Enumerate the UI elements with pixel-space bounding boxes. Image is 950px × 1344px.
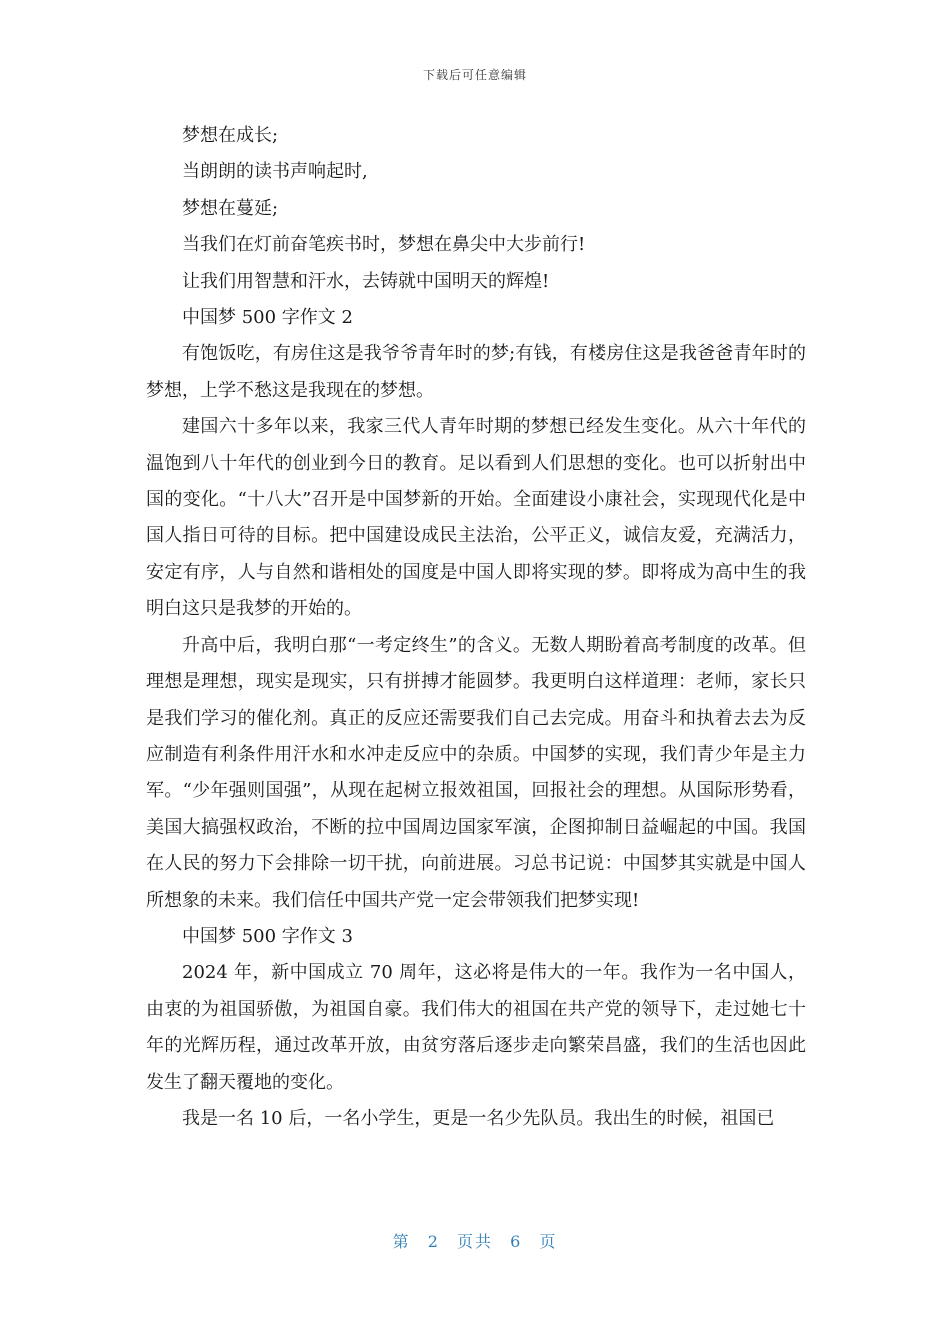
paragraph: 梦想在蔓延; bbox=[182, 197, 279, 219]
paragraph: 我是一名 10 后，一名小学生，更是一名少先队员。我出生的时候，祖国已 bbox=[182, 1107, 775, 1129]
paragraph: 有饱饭吃，有房住这是我爷爷青年时的梦;有钱，有楼房住这是我爸爸青年时的梦想，上学不愁这是我现在的梦想。 bbox=[146, 343, 806, 401]
document-body bbox=[146, 118, 806, 1137]
section-heading: 中国梦 500 字作文 2 bbox=[182, 307, 353, 329]
paragraph: 当朗朗的读书声响起时, bbox=[182, 161, 368, 183]
paragraph: 2024 年，新中国成立 70 周年，这必将是伟大的一年。我作为一名中国人，由衷的为祖国骄傲，为祖国自豪。我们伟大的祖国在共产党的领导下，走过她七十年的光辉历程，通过改革开放，由贫穷落后逐步走向繁荣昌盛，我们的生活也因此发生了翻天覆地的变化。 bbox=[146, 962, 806, 1093]
paragraph: 当我们在灯前奋笔疾书时，梦想在鼻尖中大步前行! bbox=[182, 234, 586, 256]
paragraph: 让我们用智慧和汗水，去铸就中国明天的辉煌! bbox=[182, 270, 550, 292]
paragraph: 建国六十多年以来，我家三代人青年时期的梦想已经发生变化。从六十年代的温饱到八十年代的创业到今日的教育。足以看到人们思想的变化。也可以折射出中国的变化。“十八大”召开是中国梦新的开始。全面建设小康社会，实现现代化是中国人指日可待的目标。把中国建设成民主法治，公平正义，诚信友爱，充满活力，安定有序，人与自然和谐相处的国度是中国人即将实现的梦。即将成为高中生的我明白这只是我梦的开始的。 bbox=[146, 416, 806, 620]
paragraph: 梦想在成长; bbox=[182, 125, 279, 146]
page-number-footer: 第 2 页共 6 页 bbox=[392, 1232, 558, 1251]
section-heading: 中国梦 500 字作文 3 bbox=[182, 925, 353, 947]
paragraph: 升高中后，我明白那“一考定终生”的含义。无数人期盼着高考制度的改革。但理想是理想，现实是现实，只有拼搏才能圆梦。我更明白这样道理：老师，家长只是我们学习的催化剂。真正的反应还需要我们自己去完成。用奋斗和执着去去为反应制造有利条件用汗水和水冲走反应中的杂质。中国梦的实现，我们青少年是主力军。“少年强则国强”，从现在起树立报效祖国，回报社会的理想。从国际形势看，美国大搞强权政治，不断的拉中国周边国家军演，企图抑制日益崛起的中国。我国在人民的努力下会排除一切干扰，向前进展。习总书记说：中国梦其实就是中国人所想象的未来。我们信任中国共产党一定会带领我们把梦实现! bbox=[146, 634, 806, 911]
page-header-note: 下载后可任意编辑 bbox=[422, 68, 527, 82]
